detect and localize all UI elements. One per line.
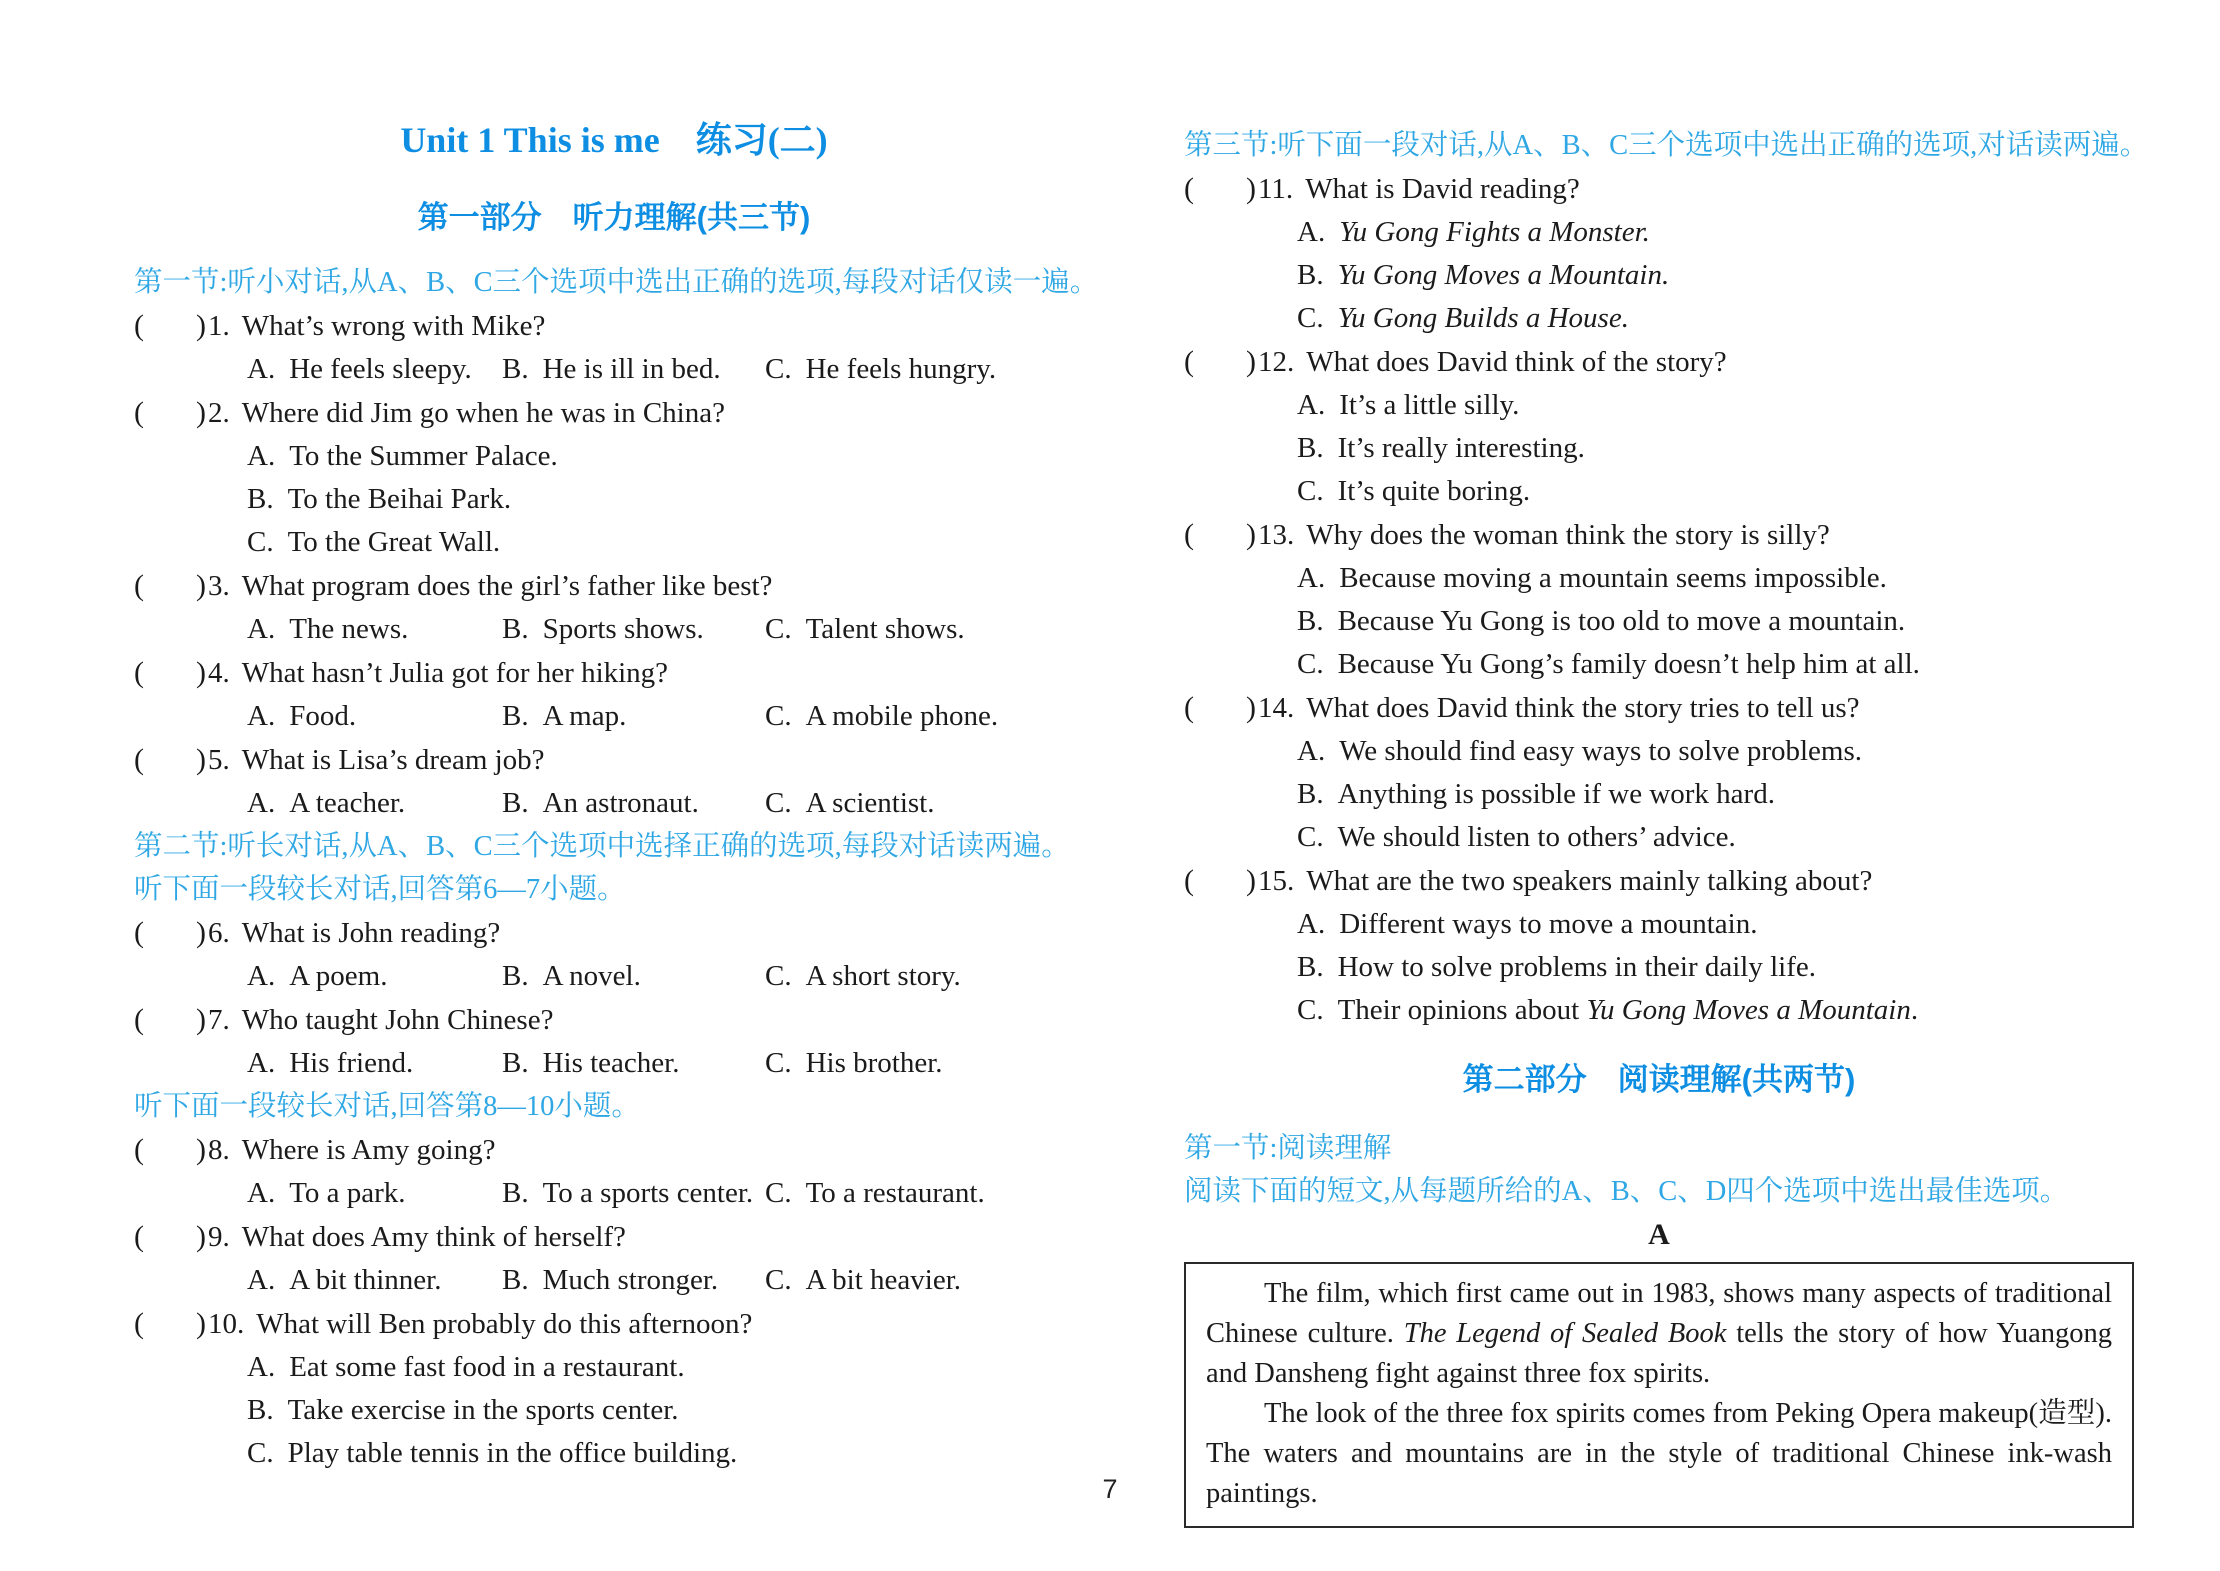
question-text: Where did Jim go when he was in China? xyxy=(241,397,725,429)
option-text: A short story. xyxy=(805,960,961,992)
question-number: 1. xyxy=(208,310,230,342)
question-14 xyxy=(1184,686,2134,859)
answer-bracket-open: ( xyxy=(134,743,144,776)
reading-direction: 阅读下面的短文,从每题所给的A、B、C、D四个选项中选出最佳选项。 xyxy=(1184,1176,2069,1207)
option-label: B. xyxy=(502,353,529,385)
question-5 xyxy=(134,738,1094,825)
question-head xyxy=(1184,340,2134,384)
question-head xyxy=(134,304,1094,348)
option-B xyxy=(1297,427,2134,470)
option-label: C. xyxy=(1297,302,1324,334)
question-10 xyxy=(134,1302,1094,1475)
option-text: To a sports center. xyxy=(542,1177,754,1209)
answer-bracket-close: ) xyxy=(196,569,206,602)
option-text: A novel. xyxy=(542,960,641,992)
options-row xyxy=(247,782,1094,825)
question-text: What does David think of the story? xyxy=(1306,346,1727,378)
answer-bracket-close: ) xyxy=(1246,864,1256,897)
right-column xyxy=(1184,0,2149,1528)
answer-bracket-open: ( xyxy=(134,1307,144,1340)
question-head xyxy=(134,911,1094,955)
option-label: A. xyxy=(247,1047,276,1079)
question-4 xyxy=(134,651,1094,738)
option-text: Yu Gong Moves a Mountain. xyxy=(1337,259,1670,291)
question-text: What are the two speakers mainly talking about? xyxy=(1306,865,1873,897)
question-head xyxy=(134,998,1094,1042)
option-label: A. xyxy=(247,1177,276,1209)
option-C xyxy=(1297,643,2134,686)
answer-bracket-open: ( xyxy=(134,309,144,342)
option-C xyxy=(765,1172,1094,1215)
question-number: 4. xyxy=(208,657,230,689)
question-text: What’s wrong with Mike? xyxy=(241,310,546,342)
option-text: He feels sleepy. xyxy=(289,353,472,385)
option-text: Yu Gong Fights a Monster. xyxy=(1339,216,1650,248)
option-C xyxy=(1297,297,2134,340)
option-C xyxy=(1297,989,2134,1032)
option-A xyxy=(247,348,502,391)
option-text: Because Yu Gong is too old to move a mountain. xyxy=(1337,605,1906,637)
question-number: 6. xyxy=(208,917,230,949)
answer-bracket-close: ) xyxy=(196,743,206,776)
option-text: Because moving a mountain seems impossible. xyxy=(1339,562,1887,594)
answer-bracket-close: ) xyxy=(1246,691,1256,724)
option-text-segment: Their opinions about xyxy=(1337,994,1587,1026)
answer-bracket-close: ) xyxy=(196,1307,206,1340)
option-label: C. xyxy=(765,960,792,992)
option-text: Take exercise in the sports center. xyxy=(287,1394,679,1426)
question-text: What program does the girl’s father like best? xyxy=(241,570,773,602)
option-text: A mobile phone. xyxy=(805,700,999,732)
option-B xyxy=(502,955,765,998)
option-label: C. xyxy=(765,613,792,645)
option-text-segment: . xyxy=(1910,994,1919,1026)
answer-bracket-close: ) xyxy=(196,1133,206,1166)
option-text: To the Summer Palace. xyxy=(289,440,558,472)
question-head xyxy=(1184,513,2134,557)
option-text: Much stronger. xyxy=(542,1264,719,1296)
answer-bracket-open: ( xyxy=(134,569,144,602)
question-number: 2. xyxy=(208,397,230,429)
option-text: Because Yu Gong’s family doesn’t help him at all. xyxy=(1337,648,1920,680)
option-B xyxy=(247,478,1094,521)
option-A xyxy=(1297,730,2134,773)
question-head xyxy=(134,564,1094,608)
question-text: What does David think the story tries to tell us? xyxy=(1306,692,1860,724)
option-label: B. xyxy=(502,700,529,732)
question-2 xyxy=(134,391,1094,564)
option-A xyxy=(1297,211,2134,254)
section3-instruction: 第三节:听下面一段对话,从A、B、C三个选项中选出正确的选项,对话读两遍。 xyxy=(1184,130,2149,161)
section3-question-list xyxy=(1184,167,2134,1032)
option-label: C. xyxy=(247,1437,274,1469)
option-label: A. xyxy=(1297,389,1326,421)
option-C xyxy=(247,1432,1094,1475)
option-label: C. xyxy=(765,700,792,732)
option-A xyxy=(247,695,502,738)
question-number: 15. xyxy=(1258,865,1295,897)
answer-bracket-open: ( xyxy=(134,1003,144,1036)
question-text: What is Lisa’s dream job? xyxy=(241,744,545,776)
option-A xyxy=(247,435,1094,478)
question-number: 12. xyxy=(1258,346,1295,378)
options-row xyxy=(247,608,1094,651)
option-C xyxy=(765,348,1094,391)
option-B xyxy=(502,1259,765,1302)
option-B xyxy=(502,608,765,651)
question-number: 13. xyxy=(1258,519,1295,551)
options-row xyxy=(247,695,1094,738)
question-text: What hasn’t Julia got for her hiking? xyxy=(241,657,669,689)
section2-question-groups xyxy=(134,868,1094,1475)
option-label: C. xyxy=(1297,648,1324,680)
answer-bracket-close: ) xyxy=(196,1003,206,1036)
section1-instruction: 第一节:听小对话,从A、B、C三个选项中选出正确的选项,每段对话仅读一遍。 xyxy=(134,267,1099,298)
option-label: B. xyxy=(502,613,529,645)
answer-bracket-close: ) xyxy=(196,656,206,689)
question-head xyxy=(134,738,1094,782)
answer-bracket-open: ( xyxy=(1184,518,1194,551)
option-label: A. xyxy=(1297,562,1326,594)
options-row xyxy=(247,955,1094,998)
question-12 xyxy=(1184,340,2134,513)
option-text: His brother. xyxy=(805,1047,943,1079)
answer-bracket-close: ) xyxy=(196,916,206,949)
option-text: The news. xyxy=(289,613,409,645)
options-row xyxy=(247,1259,1094,1302)
option-text: His teacher. xyxy=(542,1047,680,1079)
option-label: B. xyxy=(1297,605,1324,637)
question-text: Who taught John Chinese? xyxy=(241,1004,554,1036)
question-9 xyxy=(134,1215,1094,1302)
option-text: Sports shows. xyxy=(542,613,704,645)
option-C xyxy=(765,955,1094,998)
option-label: C. xyxy=(1297,821,1324,853)
option-label: B. xyxy=(1297,259,1324,291)
option-C xyxy=(765,782,1094,825)
options-row xyxy=(247,1172,1094,1215)
option-text: To a restaurant. xyxy=(805,1177,985,1209)
answer-bracket-open: ( xyxy=(134,396,144,429)
option-A xyxy=(1297,903,2134,946)
question-number: 3. xyxy=(208,570,230,602)
option-label: A. xyxy=(247,1351,276,1383)
answer-bracket-close: ) xyxy=(196,1220,206,1253)
section2-instruction: 第二节:听长对话,从A、B、C三个选项中选择正确的选项,每段对话读两遍。 xyxy=(134,831,1070,862)
passage-paragraph xyxy=(1206,1274,2112,1394)
question-8 xyxy=(134,1128,1094,1215)
option-text: To a park. xyxy=(289,1177,406,1209)
option-B xyxy=(502,1172,765,1215)
answer-bracket-close: ) xyxy=(196,309,206,342)
options-row xyxy=(247,1042,1094,1085)
option-B xyxy=(1297,254,2134,297)
exam-title: Unit 1 This is me 练习(二) xyxy=(400,120,828,160)
question-number: 14. xyxy=(1258,692,1295,724)
option-text: A teacher. xyxy=(289,787,406,819)
option-text: A bit thinner. xyxy=(289,1264,442,1296)
answer-bracket-open: ( xyxy=(1184,345,1194,378)
question-head xyxy=(134,1215,1094,1259)
option-A xyxy=(247,1259,502,1302)
option-A xyxy=(247,782,502,825)
option-text xyxy=(1338,994,1919,1026)
question-text: What is David reading? xyxy=(1305,173,1580,205)
option-B xyxy=(502,1042,765,1085)
option-text: How to solve problems in their daily life. xyxy=(1337,951,1817,983)
option-label: C. xyxy=(247,526,274,558)
option-text: A scientist. xyxy=(805,787,935,819)
option-label: A. xyxy=(247,440,276,472)
option-label: A. xyxy=(1297,908,1326,940)
part1-heading: 第一部分 听力理解(共三节) xyxy=(417,200,811,235)
option-text: A poem. xyxy=(289,960,388,992)
option-text: His friend. xyxy=(289,1047,414,1079)
section2-subgroup-instruction: 听下面一段较长对话,回答第8—10小题。 xyxy=(134,1091,640,1122)
option-label: C. xyxy=(765,1047,792,1079)
passage-segment: The look of the three fox spirits comes from Peking Opera makeup(造型). The waters and mountains are in the style of traditional Chinese ink-wash paintings. xyxy=(1206,1398,2112,1509)
option-text: Yu Gong Builds a House. xyxy=(1337,302,1629,334)
options-row xyxy=(247,348,1094,391)
question-number: 8. xyxy=(208,1134,230,1166)
option-label: B. xyxy=(1297,778,1324,810)
option-A xyxy=(247,955,502,998)
option-label: B. xyxy=(247,1394,274,1426)
question-7 xyxy=(134,998,1094,1085)
question-head xyxy=(134,1128,1094,1172)
answer-bracket-open: ( xyxy=(134,1220,144,1253)
question-head xyxy=(1184,686,2134,730)
option-A xyxy=(247,608,502,651)
passage-label: A xyxy=(1648,1218,1670,1251)
option-label: B. xyxy=(502,1047,529,1079)
option-C xyxy=(247,521,1094,564)
answer-bracket-open: ( xyxy=(1184,691,1194,724)
question-3 xyxy=(134,564,1094,651)
option-label: C. xyxy=(1297,994,1324,1026)
answer-bracket-open: ( xyxy=(1184,864,1194,897)
option-label: B. xyxy=(502,960,529,992)
question-15 xyxy=(1184,859,2134,1032)
option-B xyxy=(1297,946,2134,989)
section2-subgroup-instruction: 听下面一段较长对话,回答第6—7小题。 xyxy=(134,874,626,905)
option-text: Talent shows. xyxy=(805,613,965,645)
option-C xyxy=(1297,816,2134,859)
option-B xyxy=(502,348,765,391)
option-label: C. xyxy=(765,1264,792,1296)
option-text: A map. xyxy=(542,700,627,732)
question-text: Where is Amy going? xyxy=(241,1134,496,1166)
option-label: C. xyxy=(765,353,792,385)
reading-section1-instruction: 第一节:阅读理解 xyxy=(1184,1133,1392,1164)
option-label: A. xyxy=(247,1264,276,1296)
option-text: We should listen to others’ advice. xyxy=(1337,821,1736,853)
option-text: An astronaut. xyxy=(542,787,699,819)
option-text: He feels hungry. xyxy=(805,353,997,385)
option-C xyxy=(765,1259,1094,1302)
page-number: 7 xyxy=(1102,1474,1118,1504)
option-A xyxy=(247,1346,1094,1389)
option-C xyxy=(765,608,1094,651)
option-B xyxy=(502,695,765,738)
option-text: Different ways to move a mountain. xyxy=(1339,908,1758,940)
option-B xyxy=(247,1389,1094,1432)
option-C xyxy=(1297,470,2134,513)
question-number: 10. xyxy=(208,1308,245,1340)
option-A xyxy=(247,1042,502,1085)
passage-segment: The film, which first came out in 1983, shows many aspects of traditional Chinese culture. xyxy=(1206,1278,2112,1349)
option-A xyxy=(247,1172,502,1215)
option-B xyxy=(502,782,765,825)
option-text: It’s really interesting. xyxy=(1337,432,1585,464)
option-label: A. xyxy=(1297,216,1326,248)
question-number: 5. xyxy=(208,744,230,776)
answer-bracket-open: ( xyxy=(134,916,144,949)
option-label: A. xyxy=(247,700,276,732)
option-A xyxy=(1297,384,2134,427)
left-column xyxy=(134,0,1099,1528)
option-label: B. xyxy=(502,787,529,819)
passage-segment: tells the story of how Yuangong and Dansheng fight against three fox spirits. xyxy=(1206,1318,2112,1389)
answer-bracket-open: ( xyxy=(134,1133,144,1166)
option-text: A bit heavier. xyxy=(805,1264,962,1296)
question-head xyxy=(1184,859,2134,903)
part2-heading: 第二部分 阅读理解(共两节) xyxy=(1462,1062,1856,1097)
option-text: Eat some fast food in a restaurant. xyxy=(289,1351,685,1383)
question-13 xyxy=(1184,513,2134,686)
question-number: 11. xyxy=(1258,173,1294,205)
question-text: What will Ben probably do this afternoon? xyxy=(256,1308,753,1340)
answer-bracket-close: ) xyxy=(196,396,206,429)
option-label: C. xyxy=(765,787,792,819)
option-text: Play table tennis in the office building. xyxy=(287,1437,738,1469)
answer-bracket-close: ) xyxy=(1246,518,1256,551)
question-number: 7. xyxy=(208,1004,230,1036)
answer-bracket-open: ( xyxy=(134,656,144,689)
option-text: To the Beihai Park. xyxy=(287,483,512,515)
answer-bracket-close: ) xyxy=(1246,172,1256,205)
question-head xyxy=(134,651,1094,695)
option-label: A. xyxy=(1297,735,1326,767)
question-head xyxy=(134,1302,1094,1346)
option-label: B. xyxy=(1297,432,1324,464)
option-text: He is ill in bed. xyxy=(542,353,721,385)
option-B xyxy=(1297,600,2134,643)
passage-segment: The Legend of Sealed Book xyxy=(1403,1318,1727,1349)
answer-bracket-close: ) xyxy=(1246,345,1256,378)
question-1 xyxy=(134,304,1094,391)
option-label: A. xyxy=(247,613,276,645)
option-B xyxy=(1297,773,2134,816)
option-label: C. xyxy=(1297,475,1324,507)
option-C xyxy=(765,695,1094,738)
option-text-segment: Yu Gong Moves a Mountain xyxy=(1586,994,1911,1026)
question-text: What is John reading? xyxy=(241,917,501,949)
answer-bracket-open: ( xyxy=(1184,172,1194,205)
option-label: A. xyxy=(247,353,276,385)
question-11 xyxy=(1184,167,2134,340)
option-label: B. xyxy=(247,483,274,515)
option-label: B. xyxy=(502,1264,529,1296)
option-C xyxy=(765,1042,1094,1085)
question-6 xyxy=(134,911,1094,998)
option-text: To the Great Wall. xyxy=(287,526,501,558)
option-text: We should find easy ways to solve problems. xyxy=(1339,735,1863,767)
option-label: A. xyxy=(247,787,276,819)
section1-question-list xyxy=(134,304,1094,825)
option-text: It’s a little silly. xyxy=(1339,389,1520,421)
option-label: B. xyxy=(1297,951,1324,983)
question-number: 9. xyxy=(208,1221,230,1253)
option-text: Food. xyxy=(289,700,357,732)
option-A xyxy=(1297,557,2134,600)
question-head xyxy=(1184,167,2134,211)
option-label: B. xyxy=(502,1177,529,1209)
option-text: Anything is possible if we work hard. xyxy=(1337,778,1775,810)
option-text: It’s quite boring. xyxy=(1337,475,1531,507)
option-label: A. xyxy=(247,960,276,992)
question-head xyxy=(134,391,1094,435)
question-text: What does Amy think of herself? xyxy=(241,1221,626,1253)
question-text: Why does the woman think the story is silly? xyxy=(1306,519,1830,551)
option-label: C. xyxy=(765,1177,792,1209)
